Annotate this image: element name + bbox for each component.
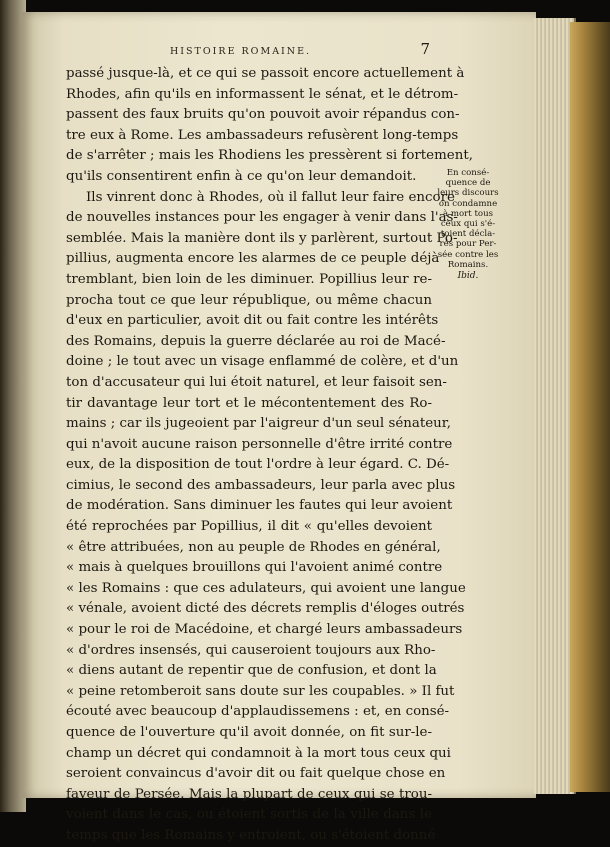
margin-note bbox=[436, 168, 500, 281]
text-line: passent des faux bruits qu'on pouvoit avoir répandus con- bbox=[66, 107, 460, 123]
running-title: HISTOIRE ROMAINE. bbox=[170, 46, 312, 57]
text-line: semblée. Mais la manière dont ils y parlèrent, surtout Po- bbox=[66, 230, 458, 246]
margin-note-line: Romains. bbox=[447, 259, 489, 270]
text-line: qu'ils consentirent enfin à ce qu'on leur demandoit. bbox=[66, 168, 417, 184]
text-line: d'eux en particulier, avoit dit ou fait contre les intérêts bbox=[66, 313, 439, 329]
text-line: été reprochées par Popillius, il dit « qu'elles devoient bbox=[66, 519, 432, 535]
text-line: « peine retomberoit sans doute sur les coupables. » Il fut bbox=[66, 683, 455, 699]
text-line: tre eux à Rome. Les ambassadeurs refusèrent long-temps bbox=[66, 127, 459, 143]
margin-note-line: sée contre les bbox=[437, 249, 499, 260]
book-cover-edge bbox=[570, 22, 610, 792]
text-line: seroient convaincus d'avoir dit ou fait quelque chose en bbox=[66, 766, 446, 782]
text-line: champ un décret qui condamnoit à la mort tous ceux qui bbox=[66, 745, 451, 761]
text-line: mains ; car ils jugeoient par l'aigreur d'un seul sénateur, bbox=[66, 416, 451, 432]
text-line: « d'ordres insensés, qui causeroient toujours aux Rho- bbox=[66, 642, 436, 658]
text-line: ton d'accusateur qui lui étoit naturel, et leur faisoit sen- bbox=[66, 374, 447, 390]
margin-note-line: à mort tous bbox=[442, 208, 494, 219]
text-line: pillius, augmenta encore les alarmes de ce peuple déjà bbox=[66, 251, 440, 267]
text-line: voient dans le cas, ou étoient sortis de la ville dans le bbox=[66, 807, 432, 823]
text-line: passé jusque-là, et ce qui se passoit encore actuellement à bbox=[66, 66, 465, 81]
text-line: de modération. Sans diminuer les fautes qui leur avoient bbox=[66, 498, 453, 514]
margin-note-line: ceux qui s'é- bbox=[440, 219, 496, 230]
page-number: 7 bbox=[420, 40, 430, 58]
text-line: « pour le roi de Macédoine, et chargé leurs ambassadeurs bbox=[66, 622, 463, 638]
text-line: eux, de la disposition de tout l'ordre à leur égard. C. Dé- bbox=[66, 457, 450, 473]
text-line: « diens autant de repentir que de confusion, et dont la bbox=[66, 663, 437, 679]
margin-note-line: quence de bbox=[445, 178, 491, 189]
text-line: « mais à quelques brouillons qui l'avoient animé contre bbox=[66, 560, 443, 576]
margin-note-line: on condamne bbox=[438, 198, 498, 209]
text-line: tir davantage leur tort et le mécontentement des Ro- bbox=[66, 395, 432, 411]
text-line: temps que les Romains y entroient, ou s'étoient donné bbox=[66, 827, 436, 843]
text-line: qui n'avoit aucune raison personnelle d'être irrité contre bbox=[66, 436, 453, 452]
page-header bbox=[66, 40, 430, 64]
text-line: tremblant, bien loin de les diminuer. Popillius leur re- bbox=[66, 271, 432, 287]
text-line: quence de l'ouverture qu'il avoit donnée, on fit sur-le- bbox=[66, 725, 432, 740]
margin-note-reference: Ibid. bbox=[457, 271, 479, 282]
text-line: cimius, le second des ambassadeurs, leur parla avec plus bbox=[66, 477, 456, 493]
text-line: Ils vinrent donc à Rhodes, où il fallut leur faire encore bbox=[86, 189, 455, 205]
margin-note-line: toient décla- bbox=[440, 229, 496, 240]
margin-note-line: En consé- bbox=[446, 168, 490, 178]
text-line: « être attribuées, non au peuple de Rhodes en général, bbox=[66, 539, 441, 555]
text-line: Rhodes, afin qu'ils en informassent le sénat, et le détrom- bbox=[66, 86, 459, 102]
text-line: écouté avec beaucoup d'applaudissemens : et, en consé- bbox=[66, 704, 450, 720]
text-line: de nouvelles instances pour les engager à venir dans l'as- bbox=[66, 210, 458, 226]
text-line: des Romains, depuis la guerre déclarée au roi de Macé- bbox=[66, 333, 446, 349]
margin-note-line: rés pour Per- bbox=[439, 239, 497, 250]
text-line: « les Romains : que ces adulateurs, qui avoient une langue bbox=[66, 580, 466, 596]
text-line: procha tout ce que leur république, ou même chacun bbox=[66, 292, 432, 308]
text-line: faveur de Persée. Mais la plupart de ceux qui se trou- bbox=[66, 786, 432, 802]
margin-note-line: leurs discours bbox=[437, 188, 499, 199]
text-line: de s'arrêter ; mais les Rhodiens les pressèrent si fortement, bbox=[66, 148, 473, 164]
text-line: doine ; le tout avec un visage enflammé de colère, et d'un bbox=[66, 354, 459, 370]
text-line: « vénale, avoient dicté des décrets remplis d'éloges outrés bbox=[66, 601, 465, 617]
